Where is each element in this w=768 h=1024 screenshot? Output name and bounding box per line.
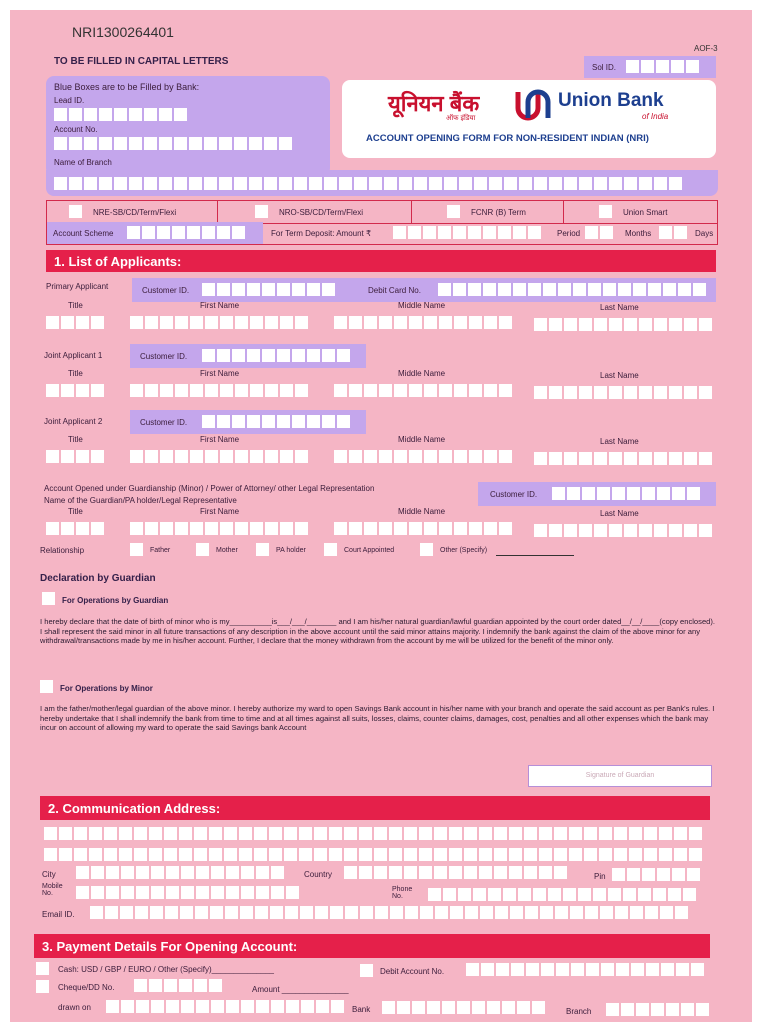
checkbox-court-appointed[interactable] <box>324 543 337 556</box>
address-line-2[interactable] <box>44 848 702 861</box>
country-input[interactable] <box>344 866 567 879</box>
guardian-title-input[interactable] <box>46 522 104 535</box>
form-serial: NRI1300264401 <box>72 24 174 40</box>
relationship-label: Relationship <box>40 546 85 555</box>
section-address-header: 2. Communication Address: <box>40 796 710 820</box>
primary-customer-id-input[interactable] <box>202 283 335 296</box>
period-months-input[interactable] <box>585 226 613 239</box>
address-line-1[interactable] <box>44 827 702 840</box>
email-input[interactable] <box>90 906 688 919</box>
section-applicants-header: 1. List of Applicants: <box>46 250 716 272</box>
account-type-row: NRE-SB/CD/Term/Flexi NRO-SB/CD/Term/Flexi FCNR (B) Term Union Smart <box>46 200 718 224</box>
checkbox-debit-account[interactable] <box>360 964 373 977</box>
checkbox-cash[interactable] <box>36 962 49 975</box>
bank-use-box: Blue Boxes are to be Filled by Bank: Lead ID. Account No. Name of Branch <box>46 76 330 176</box>
drawn-on-input[interactable] <box>106 1000 344 1013</box>
joint1-customer-id-input[interactable] <box>202 349 350 362</box>
union-bank-logo-icon <box>512 88 552 122</box>
form-page: NRI1300264401 AOF-3 TO BE FILLED IN CAPITAL LETTERS Sol ID. Blue Boxes are to be Filled by Bank: Lead ID. Account No. Name of Branch यूनियन बैंक ऑफ इंडिया Union Bank of India ACCOUNT OPENING FORM FOR NON-RESIDENT INDIAN (NRI) NRE-SB/CD/Term/Flexi NRO-SB/CD/Term/Flexi FCNR (B) Term Union Smart Account Scheme For Term Deposit: Amount ₹ Period Months Days 1. List of Applicants: Primary Applicant Customer ID. Debit Card No. Title First Name Middle Name Last Name Joint Applicant 1 Customer ID. Title First Name Middle Name Last Name Joint Applicant 2 Customer ID. Title First Name Middle Name Last Name Account Opened under Guardianship (Minor) / Power of Attorney/ other Legal Representation Name of the Guardian/PA holder/Legal Representative Customer ID. Title First Name Middle Name Last Name Relationship Father Mother PA holder Court Appointed Other (Specify) Declaration by Guardian For Operations by Guardian I hereby declare that the date of birth of minor who is my__________is___/___/_______ and I am his/her natural guardian/lawful guardian appointed by the court order dated__/__/____(copy enclosed). I shall represent the said minor in all future transactions of any description in the above account until the said minor attains majority. I indemnify the bank against the claim of the above minor for any withdrawal/transactions made by me in his/her account. Further, I declare that the money withdrawn from the account by me will be utilized for the benefit of the minor only. For Operations by Minor I am the father/mother/legal guardian of the above minor. I hereby authorize my ward to open Savings Bank account in his/her name with your branch and operate the said account as per Bank's rules. I hereby undertake that I shall indemnify the bank from time to time and at all times against all suits, losses, claims, counter claims, damages, cost, penalties and all other expenses which the bank may incur on account of allowing my ward to operate the said Savings bank Account Signature of Guardian 2. Communication Address: City Country Pin Mobile No. Phone No. Email ID. 3. Payment Details For Opening Account: Cash: USD / GBP / EURO / Other (Specify)______________ Debit Account No. Cheque/DD No. Amount _______________ drawn on Bank Branch <box>10 10 752 1022</box>
checkbox-ops-minor[interactable] <box>40 680 53 693</box>
branch-name-strip <box>46 170 718 196</box>
phone-input[interactable] <box>428 888 696 901</box>
branch-input[interactable] <box>606 1003 709 1016</box>
account-no-input[interactable] <box>54 137 292 150</box>
sol-id-input[interactable] <box>626 60 699 73</box>
checkbox-pa-holder[interactable] <box>256 543 269 556</box>
sol-id-box: Sol ID. <box>584 56 716 78</box>
debit-card-input[interactable] <box>438 283 706 296</box>
joint1-first-name-input[interactable] <box>130 384 308 397</box>
joint2-last-name-input[interactable] <box>534 452 712 465</box>
branch-name-input[interactable] <box>54 177 682 190</box>
mobile-input[interactable] <box>76 886 299 899</box>
pin-input[interactable] <box>612 868 700 881</box>
guardian-customer-id-input[interactable] <box>552 487 700 500</box>
form-title: ACCOUNT OPENING FORM FOR NON-RESIDENT INDIAN (NRI) <box>366 133 649 144</box>
bank-input[interactable] <box>382 1001 545 1014</box>
joint2-first-name-input[interactable] <box>130 450 308 463</box>
form-code: AOF-3 <box>694 44 718 53</box>
bank-name-hindi-sub: ऑफ इंडिया <box>446 115 476 122</box>
joint2-middle-name-input[interactable] <box>334 450 512 463</box>
joint1-id-box: Customer ID. <box>130 344 366 368</box>
bank-logo-box <box>342 80 716 158</box>
declaration-text-guardian: I hereby declare that the date of birth of minor who is my__________is___/___/_______ and I am his/her natural guardian/lawful guardian appointed by the court order dated__/__/____(copy enclosed). I shall represent the said minor in all future transactions of any description in the above account until the said minor attains majority. I indemnify the bank against the claim of the above minor for any withdrawal/transactions made by me in his/her account. Further, I declare that the money withdrawn from the account by me will be utilized for the benefit of the minor only. <box>40 617 716 646</box>
checkbox-other[interactable] <box>420 543 433 556</box>
debit-account-input[interactable] <box>466 963 704 976</box>
checkbox-cheque[interactable] <box>36 980 49 993</box>
account-scheme-input[interactable] <box>127 226 245 239</box>
declaration-text-minor: I am the father/mother/legal guardian of the above minor. I hereby authorize my ward to open Savings Bank account in his/her name with your branch and operate the said account as per Bank's rules. I hereby undertake that I shall indemnify the bank from time to time and at all times against all suits, losses, claims, counter claims, damages, cost, penalties and all other expenses which the bank may incur on account of allowing my ward to operate the said Savings bank Account <box>40 704 715 733</box>
scheme-row: Account Scheme For Term Deposit: Amount ₹ Period Months Days <box>46 222 718 245</box>
joint2-customer-id-input[interactable] <box>202 415 350 428</box>
joint2-id-box: Customer ID. <box>130 410 366 434</box>
checkbox-ops-guardian[interactable] <box>42 592 55 605</box>
joint1-title-input[interactable] <box>46 384 104 397</box>
joint1-middle-name-input[interactable] <box>334 384 512 397</box>
primary-middle-name-input[interactable] <box>334 316 512 329</box>
guardian-middle-name-input[interactable] <box>334 522 512 535</box>
primary-last-name-input[interactable] <box>534 318 712 331</box>
guardian-last-name-input[interactable] <box>534 524 712 537</box>
checkbox-nre[interactable] <box>69 205 82 218</box>
joint2-title-input[interactable] <box>46 450 104 463</box>
checkbox-union-smart[interactable] <box>599 205 612 218</box>
guardian-signature-box[interactable]: Signature of Guardian <box>528 765 712 787</box>
primary-applicant-label: Primary Applicant <box>46 282 109 291</box>
cheque-no-input[interactable] <box>134 979 222 992</box>
checkbox-nro[interactable] <box>255 205 268 218</box>
bank-name-english: Union Bank <box>558 90 664 111</box>
primary-first-name-input[interactable] <box>130 316 308 329</box>
checkbox-mother[interactable] <box>196 543 209 556</box>
bank-name-english-sub: of India <box>642 112 669 121</box>
checkbox-fcnr[interactable] <box>447 205 460 218</box>
lead-id-input[interactable] <box>54 108 187 121</box>
checkbox-father[interactable] <box>130 543 143 556</box>
guardian-first-name-input[interactable] <box>130 522 308 535</box>
primary-title-input[interactable] <box>46 316 104 329</box>
guardian-id-box: Customer ID. <box>478 482 716 506</box>
declaration-title: Declaration by Guardian <box>40 573 156 584</box>
capital-letters-note: TO BE FILLED IN CAPITAL LETTERS <box>54 56 229 67</box>
city-input[interactable] <box>76 866 284 879</box>
period-days-input[interactable] <box>659 226 687 239</box>
bank-name-hindi: यूनियन बैंक <box>388 91 480 116</box>
joint1-last-name-input[interactable] <box>534 386 712 399</box>
section-payment-header: 3. Payment Details For Opening Account: <box>34 934 710 958</box>
deposit-amount-input[interactable] <box>393 226 541 239</box>
primary-id-box: Customer ID. Debit Card No. <box>132 278 716 302</box>
